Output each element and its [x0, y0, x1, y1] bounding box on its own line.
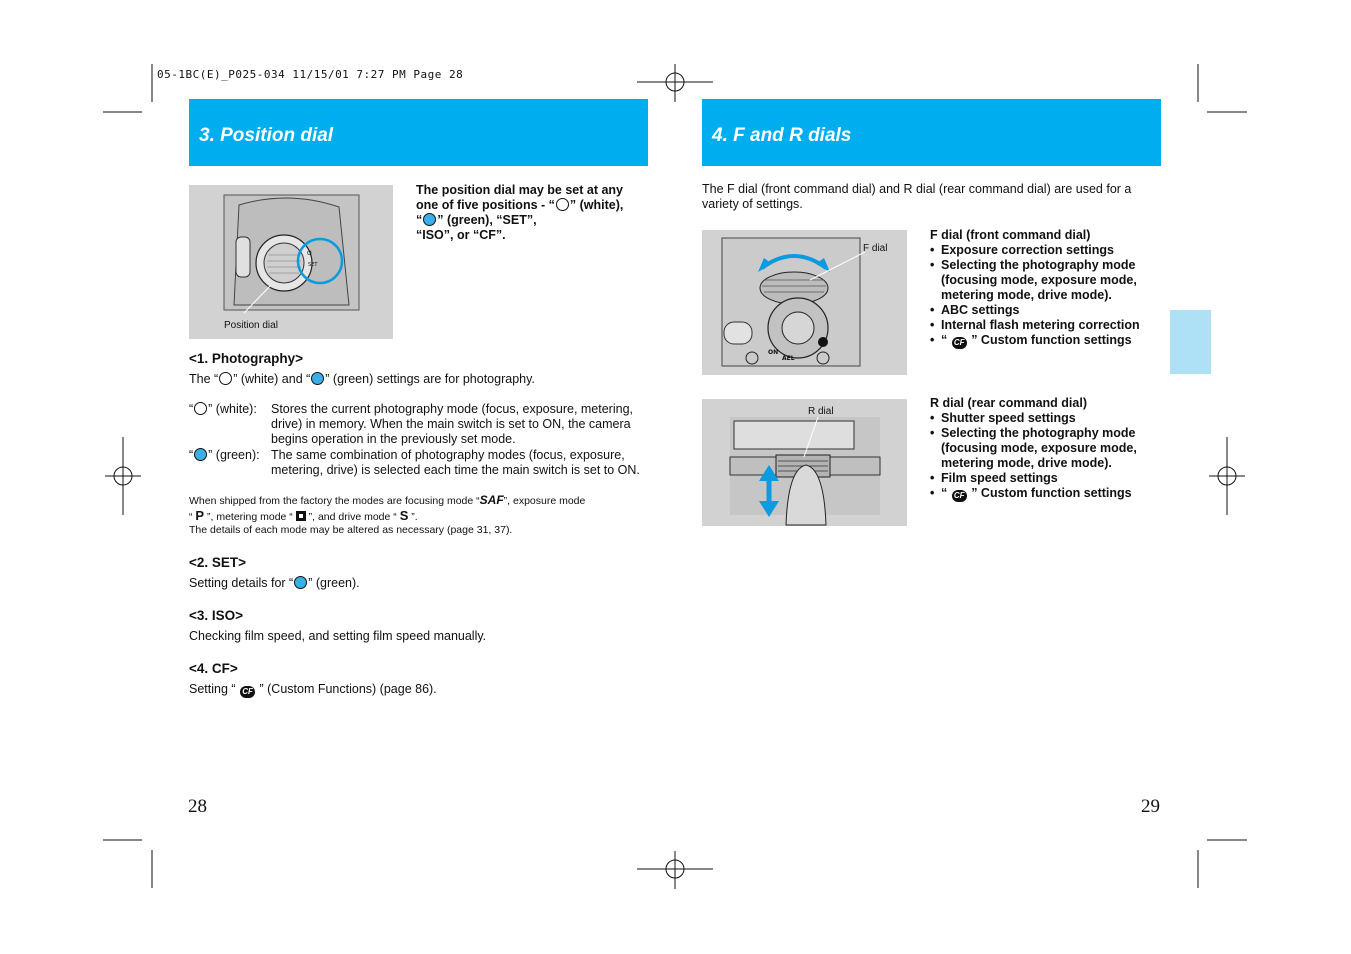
page-number-right: 29: [1141, 796, 1160, 817]
definition-green: [189, 448, 649, 478]
intro-text: ” (green), “SET”,: [437, 213, 537, 227]
text: ” (white):: [208, 402, 257, 416]
section-band-f-r-dials: [702, 99, 1161, 166]
term-white: [189, 402, 271, 447]
f-dial-figure: [702, 230, 907, 375]
cf-text: [189, 682, 437, 698]
text: When shipped from the factory the modes are focusing mode “: [189, 495, 480, 507]
list-item: [930, 333, 1155, 349]
note-line: [189, 494, 649, 509]
position-dial-figure: [189, 185, 393, 339]
list-item: • Exposure correction settings: [930, 243, 1155, 258]
text: ” (green) settings are for photography.: [325, 372, 535, 386]
f-dial-heading: F dial (front command dial): [930, 228, 1091, 242]
text: ” (white) and “: [233, 372, 311, 386]
text: “: [189, 510, 196, 523]
figure-caption: Position dial: [224, 320, 278, 331]
green-circle-icon: [423, 213, 436, 226]
section-band-position-dial: [189, 99, 648, 166]
section-title: 3. Position dial: [199, 125, 334, 146]
f-r-intro: The F dial (front command dial) and R dial (rear command dial) are used for a variety of settings.: [702, 182, 1132, 211]
text: ”, and drive mode “: [305, 510, 400, 523]
p-mode-symbol: P: [195, 507, 205, 523]
f-dial-list: [930, 228, 1155, 349]
cf-icon: CF: [952, 337, 967, 349]
list-item: • Selecting the photography mode (focusing mode, exposure mode, metering mode, drive mode).: [930, 258, 1155, 303]
heading-set: <2. SET>: [189, 555, 247, 570]
white-circle-icon: [219, 372, 232, 385]
text: ” (Custom Functions) (page 86).: [256, 682, 437, 696]
cf-icon: CF: [952, 490, 967, 502]
text: ” Custom function settings: [967, 333, 1132, 347]
saf-symbol: SAF: [479, 493, 504, 507]
text: Setting details for “: [189, 576, 294, 590]
section-title: 4. F and R dials: [712, 125, 852, 146]
intro-text: one of five positions - “: [416, 198, 555, 212]
text: “: [941, 486, 951, 500]
green-circle-icon: [311, 372, 324, 385]
f-dial-label: F dial: [863, 243, 888, 254]
text: “: [941, 333, 951, 347]
white-circle-icon: [556, 198, 569, 211]
list-item: • Shutter speed settings: [930, 411, 1155, 426]
r-dial-label: R dial: [808, 406, 834, 417]
green-circle-icon: [294, 576, 307, 589]
heading-iso: <3. ISO>: [189, 608, 244, 623]
intro-line: The position dial may be set at any: [416, 183, 623, 197]
term-green: [189, 448, 271, 478]
green-circle-icon: [194, 448, 207, 461]
r-dial-heading: R dial (rear command dial): [930, 396, 1087, 410]
r-dial-items: [930, 411, 1155, 502]
list-item: • Film speed settings: [930, 471, 1155, 486]
metering-icon: [296, 511, 306, 521]
factory-note: [189, 494, 649, 538]
heading-cf: <4. CF>: [189, 661, 238, 676]
r-dial-figure: [702, 399, 907, 526]
note-line: The details of each mode may be altered as necessary (page 31, 37).: [189, 524, 513, 536]
text: ” (green).: [308, 576, 360, 590]
svg-text:AEL: AEL: [782, 355, 795, 362]
intro-line: [416, 198, 648, 213]
svg-text:SET: SET: [308, 262, 318, 268]
text: ”.: [408, 510, 418, 523]
text: The “: [189, 372, 219, 386]
s-drive-symbol: S: [399, 507, 409, 523]
text: “: [189, 402, 194, 416]
intro-line: “ISO”, or “CF”.: [416, 228, 506, 242]
white-circle-icon: [194, 402, 207, 415]
page-number-left: 28: [188, 796, 207, 817]
definition-white: [189, 402, 649, 447]
intro-line: [416, 213, 648, 228]
list-item: [930, 486, 1155, 502]
text: ” (green):: [208, 448, 260, 462]
f-dial-items: [930, 243, 1155, 349]
rear-dial-illustration: [702, 399, 907, 526]
text: “: [189, 448, 194, 462]
list-item: • ABC settings: [930, 303, 1155, 318]
desc-white: Stores the current photography mode (focus, exposure, metering, drive) in memory. When the main switch is set to ON, the camera begins operation in the previously set mode.: [271, 402, 633, 446]
photography-summary: [189, 372, 535, 387]
iso-text: Checking film speed, and setting film speed manually.: [189, 629, 487, 643]
svg-text:ON: ON: [768, 349, 779, 356]
text: Setting “: [189, 682, 240, 696]
text: ”, metering mode “: [204, 510, 296, 523]
svg-text:O: O: [307, 250, 312, 257]
set-text: [189, 576, 360, 591]
cf-icon: CF: [240, 686, 255, 698]
desc-green: The same combination of photography modes (focus, exposure, metering, drive) is selected each time the main switch is set to ON.: [271, 448, 640, 477]
photography-definitions: [189, 402, 649, 478]
chapter-tab: [1170, 310, 1211, 374]
text: ”, exposure mode: [503, 495, 586, 507]
intro-text: “: [416, 213, 423, 227]
camera-top-illustration: [189, 185, 393, 339]
r-dial-list: [930, 396, 1155, 502]
list-item: • Selecting the photography mode (focusing mode, exposure mode, metering mode, drive mode).: [930, 426, 1155, 471]
intro-text: ” (white),: [569, 198, 624, 212]
text: ” Custom function settings: [967, 486, 1132, 500]
list-item: • Internal flash metering correction: [930, 318, 1155, 333]
position-dial-intro: [416, 183, 648, 243]
note-line: [189, 509, 649, 525]
heading-photography: <1. Photography>: [189, 351, 304, 366]
print-slug: 05-1BC(E)_P025-034 11/15/01 7:27 PM Page 28: [157, 68, 464, 81]
